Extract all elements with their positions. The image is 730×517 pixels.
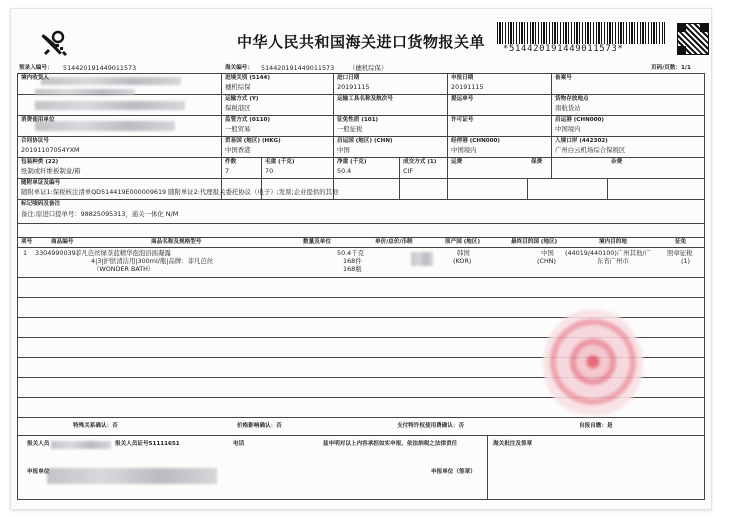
- supervision-value: 一般贸易: [225, 125, 251, 133]
- customs-emblem-icon: [37, 27, 71, 61]
- origin-country-value: 中国: [337, 146, 350, 154]
- insurance-label: 保费: [531, 159, 543, 165]
- exemption-label: 征免性质 (101): [337, 117, 379, 123]
- item-qty-2: 168件: [343, 257, 362, 265]
- royalty-confirm: 支付特许权使用费确认：否: [397, 423, 465, 429]
- declare-unit-seal: 申报单位（签章）: [431, 469, 476, 475]
- declarant-cert: 报关人员证号51111651: [115, 441, 180, 447]
- col-code: 商品编号: [51, 239, 74, 245]
- item-brand: （WONDER BATH）: [93, 265, 155, 273]
- net-weight-label: 净重 (千克): [337, 159, 367, 165]
- departure-value: 中国境内: [555, 125, 581, 133]
- transit-value: 中国境内: [451, 146, 477, 154]
- freight-label: 运费: [451, 159, 463, 165]
- item-domestic-1: (44019/440100)广州其他/广: [565, 249, 651, 257]
- customs-no-value: 514420191449011573: [261, 64, 335, 72]
- entry-border-label: 入境口岸 (442302): [555, 138, 608, 144]
- deal-mode-label: 成交方式 (1): [403, 159, 437, 165]
- trade-country-value: 中国香港: [225, 146, 251, 154]
- item-origin-2: (KOR): [453, 257, 472, 265]
- exemption-value: 一般征税: [337, 125, 363, 133]
- declare-unit-label: 申报单位: [27, 469, 50, 475]
- col-origin: 原产国 (地区): [445, 239, 481, 245]
- price-influence: 价格影响确认：否: [237, 423, 282, 429]
- customs-note: （穗机综保）: [349, 64, 388, 72]
- item-levy-1: 照章征税: [667, 249, 693, 257]
- pieces-label: 件数: [225, 159, 237, 165]
- marks-label: 标记唛码及备注: [21, 201, 61, 207]
- net-weight-value: 50.4: [337, 167, 352, 175]
- deal-mode-value: CIF: [403, 167, 414, 175]
- entry-border-value: 广州白云机场综合保税区: [555, 146, 626, 154]
- col-qty-unit: 数量及单位: [303, 239, 331, 245]
- import-date-label: 进口日期: [337, 75, 360, 81]
- declare-date-label: 申报日期: [451, 75, 474, 81]
- transit-label: 经停港 (CHN000): [451, 138, 500, 144]
- bill-no-label: 提运单号: [451, 96, 474, 102]
- special-relation: 特殊关系确认：否: [73, 423, 118, 429]
- barcode: [497, 22, 665, 44]
- package-label: 包装种类 (22): [21, 159, 59, 165]
- supervision-label: 监管方式 (0110): [225, 117, 271, 123]
- declarant-label: 报关人员: [27, 441, 50, 447]
- gross-weight-value: 70: [265, 167, 274, 175]
- legal-statement: 兹申明对以上内容承担如实申报、依法纳税之法律责任: [323, 441, 458, 447]
- trade-country-label: 贸易国 (地区) (HKG): [225, 138, 281, 144]
- qr-code: [677, 23, 709, 55]
- misc-fee-label: 杂费: [611, 159, 623, 165]
- col-final-dest: 最终目的国 (地区): [511, 239, 558, 245]
- preentry-label: 预录入编号：: [19, 65, 53, 71]
- official-seal: [543, 309, 643, 419]
- form-title: 中华人民共和国海关进口货物报关单: [237, 33, 486, 51]
- entry-port-label: 进境关别 (5144): [225, 75, 271, 81]
- transport-mode-label: 运输方式 (Y): [225, 96, 259, 102]
- item-domestic-2: 东省广州市: [597, 257, 629, 265]
- col-domestic-dest: 境内目的地: [599, 239, 627, 245]
- departure-label: 启运港 (CHN000): [555, 117, 604, 123]
- col-item-no: 项号: [21, 239, 33, 245]
- storage-value: 南航货站: [555, 104, 581, 112]
- customs-no-label: 海关编号：: [225, 65, 253, 71]
- consumer-label: 消费使用单位: [21, 117, 55, 123]
- item-levy-2: (1): [681, 257, 691, 265]
- page-label: 页码/页数：1/1: [651, 65, 691, 71]
- contract-value: 20191107054YXM: [21, 146, 80, 154]
- item-code: 3304990039: [35, 249, 76, 257]
- item-spec: 4|3|护肤清洁用|300ml/瓶|品牌：菲凡芭丝: [91, 257, 214, 265]
- item-origin-1: 韩国: [457, 249, 470, 257]
- declare-date-value: 20191115: [451, 83, 484, 91]
- col-levy: 征免: [675, 239, 687, 245]
- self-pay: 自报自缴：是: [579, 423, 613, 429]
- storage-label: 货物存放地点: [555, 96, 589, 102]
- origin-country-label: 启运国 (地区) (CHN): [337, 138, 393, 144]
- customs-remark: 海关批注及签章: [493, 441, 533, 447]
- transport-name-label: 运输工具名称及航次号: [337, 96, 393, 102]
- import-date-value: 20191115: [337, 83, 370, 91]
- col-name-spec: 商品名称及规格型号: [151, 239, 202, 245]
- docs-text: 随附单证1:保税核注清单QD514419E000009619 随附单证2:代理报关委托协议（电子）;发票;企业提供的其他: [21, 188, 339, 196]
- barcode-number: *514420191449011573*: [503, 44, 624, 54]
- contract-label: 合同协议号: [21, 138, 49, 144]
- gross-weight-label: 毛重 (千克): [265, 159, 295, 165]
- consignee-label: 境内收货人: [21, 75, 49, 81]
- item-qty-3: 168瓶: [343, 265, 362, 273]
- package-value: 纸制或纤维板制盒/箱: [21, 167, 81, 175]
- item-final-2: (CHN): [537, 257, 557, 265]
- docs-label: 随附单证及编号: [21, 180, 61, 186]
- pieces-value: 7: [225, 167, 230, 175]
- transport-mode-value: 保税港区: [225, 104, 251, 112]
- col-price: 单价/总价/币制: [375, 239, 413, 245]
- license-label: 许可证号: [451, 117, 474, 123]
- preentry-value: 514420191449011573: [63, 64, 137, 72]
- item-no: 1: [23, 249, 28, 257]
- customs-declaration-form: [10, 8, 712, 510]
- item-qty-1: 50.4千克: [337, 249, 365, 257]
- record-no-label: 备案号: [555, 75, 572, 81]
- marks-text: 备注:原进口提单号：98825095313，通关一体化 N/M: [21, 210, 179, 218]
- phone-label: 电话: [233, 441, 245, 447]
- item-name: 菲凡芭丝绿茶蓝精华泡泡浴面凝露: [75, 249, 171, 257]
- item-final-1: 中国: [541, 249, 554, 257]
- entry-port-value: 穗机综保: [225, 83, 251, 91]
